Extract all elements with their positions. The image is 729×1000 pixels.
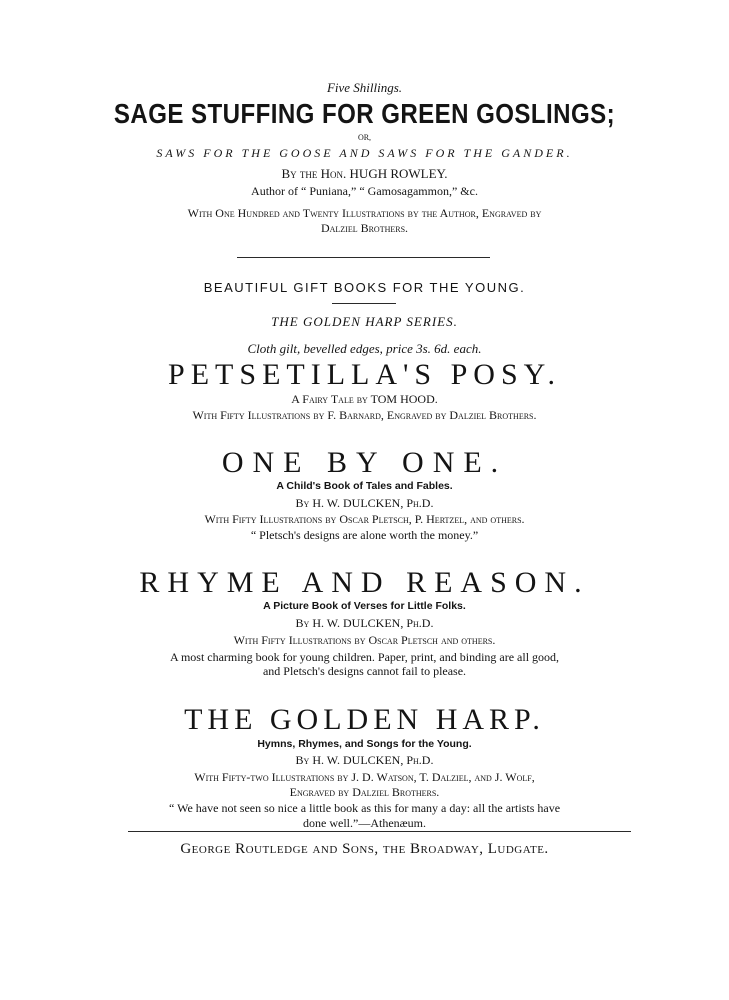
book-review: done well.”—Athenæum. — [303, 816, 426, 830]
book-review: A most charming book for young children. Paper, print, and binding are all good, — [169, 650, 560, 664]
book-title-petsetilla: PETSETILLA'S POSY. — [168, 358, 561, 391]
ad-subtitle: SAWS FOR THE GOOSE AND SAWS FOR THE GANDER. — [156, 146, 573, 160]
section-divider — [237, 257, 490, 258]
book-line: A Picture Book of Verses for Little Folks. — [263, 600, 466, 612]
book-line: Hymns, Rhymes, and Songs for the Young. — [257, 738, 472, 750]
price-note: Five Shillings. — [326, 80, 403, 95]
book-line: A Fairy Tale by TOM HOOD. — [291, 392, 438, 406]
book-line: With Fifty Illustrations by Oscar Pletsch and others. — [233, 633, 496, 647]
illustrations-line-1: With One Hundred and Twenty Illustrations by the Author, Engraved by — [187, 206, 542, 220]
book-review: “ We have not seen so nice a little book as this for many a day: all the artists have — [168, 801, 561, 815]
book-line: With Fifty Illustrations by F. Barnard, Engraved by Dalziel Brothers. — [192, 408, 537, 422]
author-line: By the Hon. HUGH ROWLEY. — [281, 166, 448, 181]
book-review: “ Pletsch's designs are alone worth the money.” — [250, 528, 479, 542]
book-title-one-by-one: ONE BY ONE. — [221, 446, 508, 479]
series-name: THE GOLDEN HARP SERIES. — [271, 314, 458, 329]
book-line: By H. W. DULCKEN, Ph.D. — [295, 496, 434, 510]
ad-title-sage-stuffing: SAGE STUFFING FOR GREEN GOSLINGS; — [113, 98, 616, 129]
author-works: Author of “ Puniana,” “ Gamosagammon,” &c. — [251, 184, 478, 198]
book-line: With Fifty Illustrations by Oscar Pletsch, P. Hertzel, and others. — [204, 512, 525, 526]
book-line: Engraved by Dalziel Brothers. — [289, 785, 440, 799]
book-review: and Pletsch's designs cannot fail to please. — [262, 664, 467, 678]
book-line: A Child's Book of Tales and Fables. — [276, 480, 453, 492]
series-heading: BEAUTIFUL GIFT BOOKS FOR THE YOUNG. — [203, 280, 526, 295]
series-binding: Cloth gilt, bevelled edges, price 3s. 6d. each. — [247, 341, 482, 356]
book-title-golden-harp: THE GOLDEN HARP. — [184, 703, 545, 736]
book-line: With Fifty-two Illustrations by J. D. Watson, T. Dalziel, and J. Wolf, — [194, 770, 535, 784]
book-line: By H. W. DULCKEN, Ph.D. — [295, 753, 434, 767]
publisher-imprint: George Routledge and Sons, the Broadway, Ludgate. — [180, 841, 549, 857]
series-divider — [332, 303, 396, 304]
or-connector: OR, — [357, 133, 372, 142]
illustrations-line-2: Dalziel Brothers. — [320, 221, 409, 235]
book-line: By H. W. DULCKEN, Ph.D. — [295, 616, 434, 630]
footer-rule — [128, 831, 631, 832]
book-title-rhyme-and-reason: RHYME AND REASON. — [139, 566, 590, 599]
